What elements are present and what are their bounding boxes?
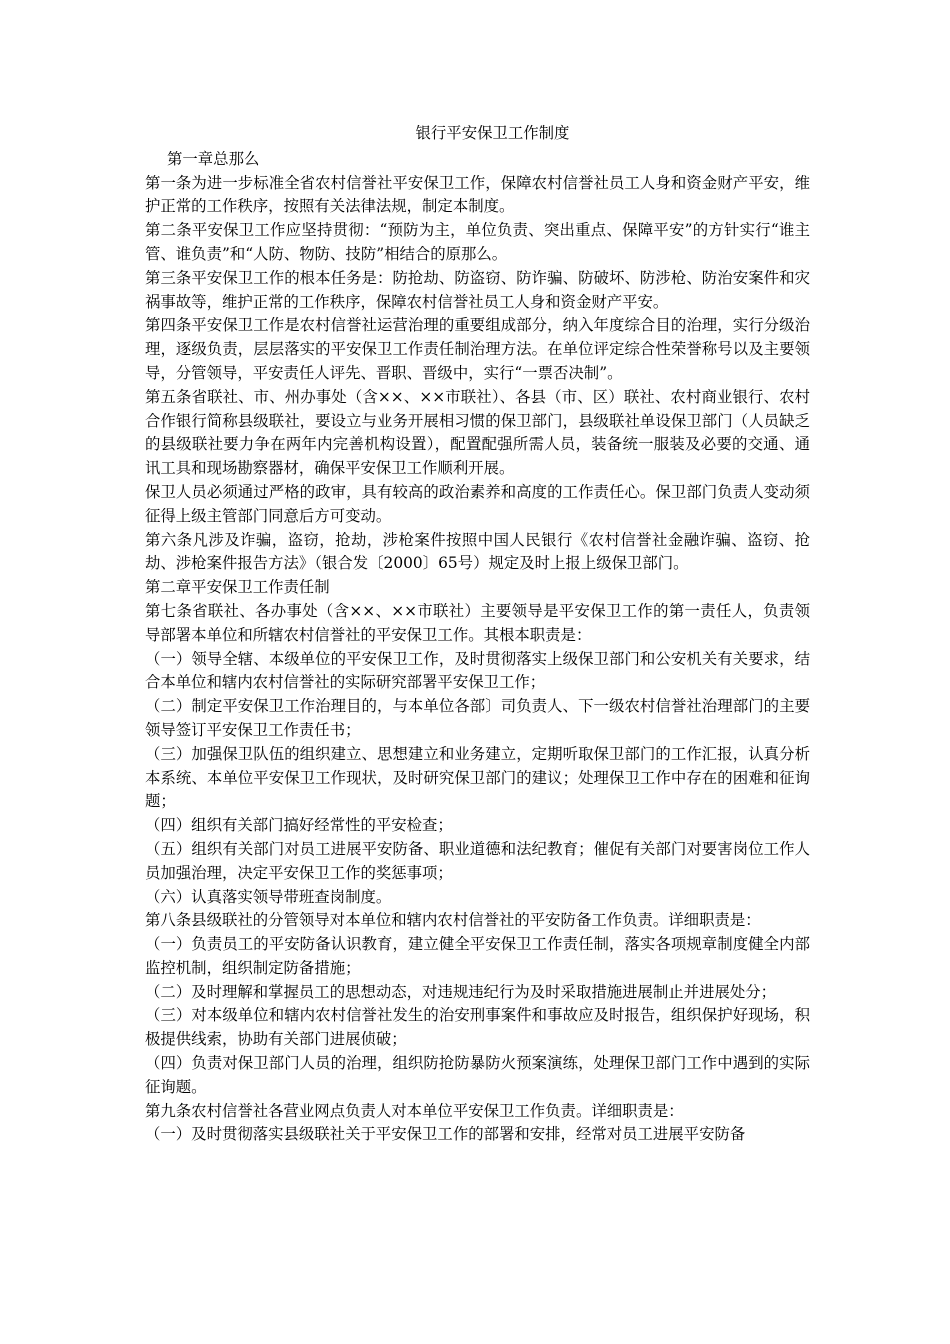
chapter-heading: 第二章平安保卫工作责任制 — [145, 578, 330, 597]
paragraph: 保卫人员必须通过严格的政审，具有较高的政治素养和高度的工作责任心。保卫部门负责人变动须征得上级主管部门同意后方可变动。 — [145, 482, 810, 525]
paragraph: （四）负责对保卫部门人员的治理，组织防抢防暴防火预案演练，处理保卫部门工作中遇到的实际征询题。 — [145, 1054, 810, 1096]
paragraph: （一）领导全辖、本级单位的平安保卫工作，及时贯彻落实上级保卫部门和公安机关有关要求，结合本单位和辖内农村信誉社的实际研究部署平安保卫工作； — [145, 649, 810, 692]
paragraph: 第五条省联社、市、州办事处（含××、××市联社）、各县（市、区）联社、农村商业银行、农村合作银行简称县级联社，要设立与业务开展相习惯的保卫部门，县级联社单设保卫部门（人员缺乏的县级联社要力争在两年内完善机构设置），配置配强所需人员，装备统一服装及必要的交通、通讯工具和现场勘察器材，确保平安保卫工作顺利开展。 — [145, 387, 810, 478]
paragraph: 第一条为进一步标准全省农村信誉社平安保卫工作，保障农村信誉社员工人身和资金财产平安，维护正常的工作秩序，按照有关法律法规，制定本制度。 — [145, 173, 810, 216]
paragraph: （二）及时理解和掌握员工的思想动态，对违规违纪行为及时采取措施进展制止并进展处分； — [145, 982, 777, 1001]
paragraph: 第七条省联社、各办事处（含××、××市联社）主要领导是平安保卫工作的第一责任人，负责领导部署本单位和所辖农村信誉社的平安保卫工作。其根本职责是： — [145, 601, 810, 644]
paragraph: （二）制定平安保卫工作治理目的，与本单位各部〕司负责人、下一级农村信誉社治理部门的主要领导签订平安保卫工作责任书； — [145, 697, 810, 739]
paragraph: 第六条凡涉及诈骗，盗窃，抢劫，涉枪案件按照中国人民银行《农村信誉社金融诈骗、盗窃、抢劫、涉枪案件报告方法》（银合发〔2000〕65号）规定及时上报上级保卫部门。 — [145, 530, 810, 573]
paragraph: 第二条平安保卫工作应坚持贯彻：“预防为主，单位负责、突出重点、保障平安”的方针实行“谁主管、谁负责”和“人防、物防、技防”相结合的原那么。 — [145, 221, 810, 263]
paragraph: 第九条农村信誉社各营业网点负责人对本单位平安保卫工作负责。详细职责是： — [145, 1101, 684, 1120]
document-title: 银行平安保卫工作制度 — [415, 124, 570, 142]
chapter-heading: 第一章总那么 — [167, 149, 260, 168]
paragraph: （一）负责员工的平安防备认识教育，建立健全平安保卫工作责任制，落实各项规章制度健全内部监控机制，组织制定防备措施； — [145, 935, 810, 977]
paragraph: （三）加强保卫队伍的组织建立、思想建立和业务建立，定期听取保卫部门的工作汇报，认真分析本系统、本单位平安保卫工作现状，及时研究保卫部门的建议；处理保卫工作中存在的困难和征询题； — [145, 744, 810, 811]
paragraph: 第四条平安保卫工作是农村信誉社运营治理的重要组成部分，纳入年度综合目的治理，实行分级治理，逐级负责，层层落实的平安保卫工作责任制治理方法。在单位评定综合性荣誉称号以及主要领导，分管领导，平安责任人评先、晋职、晋级中，实行“一票否决制”。 — [145, 316, 810, 382]
paragraph: （四）组织有关部门搞好经常性的平安检查； — [145, 816, 453, 835]
paragraph: （五）组织有关部门对员工进展平安防备、职业道德和法纪教育；催促有关部门对要害岗位工作人员加强治理，决定平安保卫工作的奖惩事项； — [145, 839, 810, 882]
paragraph: （六）认真落实领导带班查岗制度。 — [145, 887, 392, 906]
document-page — [145, 122, 810, 1147]
paragraph: 第三条平安保卫工作的根本任务是：防抢劫、防盗窃、防诈骗、防破坏、防涉枪、防治安案件和灾祸事故等，维护正常的工作秩序，保障农村信誉社员工人身和资金财产平安。 — [145, 268, 810, 311]
paragraph: （一）及时贯彻落实县级联社关于平安保卫工作的部署和安排，经常对员工进展平安防备 — [145, 1125, 746, 1144]
paragraph: 第八条县级联社的分管领导对本单位和辖内农村信誉社的平安防备工作负责。详细职责是： — [145, 911, 761, 930]
paragraph: （三）对本级单位和辖内农村信誉社发生的治安刑事案件和事故应及时报告，组织保护好现场，积极提供线索，协助有关部门进展侦破； — [145, 1006, 810, 1049]
